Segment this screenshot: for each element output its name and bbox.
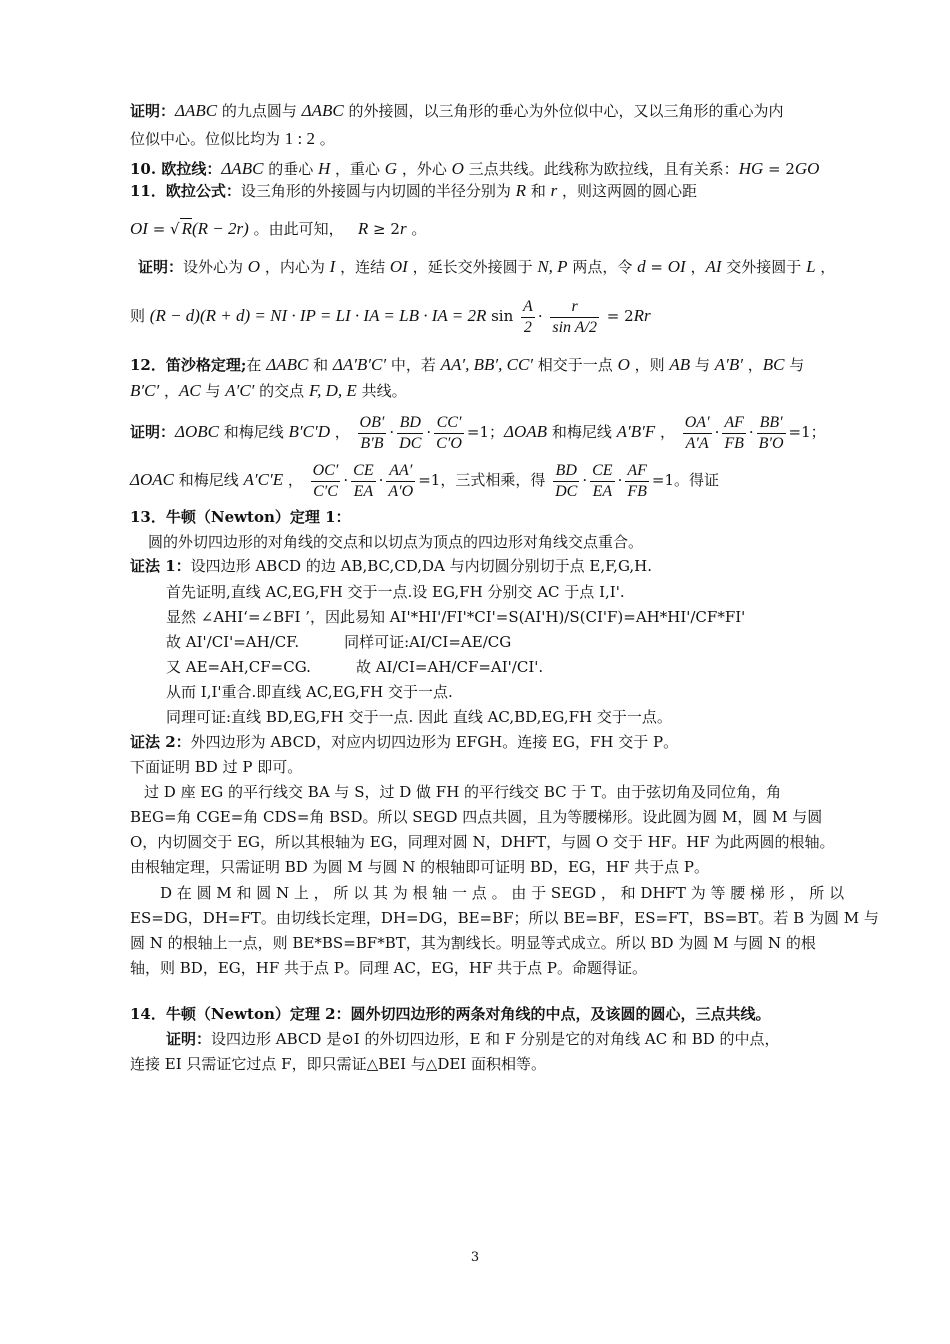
line-desargues: 12．笛沙格定理;在 ΔABC 和 ΔA′B′C′ 中，若 AA′, BB′, CC′ 相交于一点 O ，则 AB 与 A′B′ ，BC 与 — [130, 355, 805, 374]
fraction-r-over-sin: $\frac{r}{\text{sin A/2}}$ — [552, 297, 597, 336]
line-proof1-a: 首先证明,直线 AC,EG,FH 交于一点.设 EG,FH 分别交 AC 于点 I,I'. — [166, 583, 625, 601]
line-proof2-a: 下面证明 BD 过 P 即可。 — [130, 758, 303, 776]
line-proof2-c: BEG=角 CGE=角 CDS=角 BSD。所以 SEGD 四点共圆，且为等腰梯形。设此圆为圆 M，圆 M 与圆 — [130, 808, 823, 826]
line-proof1-e: 从而 I,I'重合.即直线 AC,EG,FH 交于一点. — [166, 683, 453, 701]
line-similarity-ratio: 位似中心。位似比均为 1 : 2 。 — [130, 129, 335, 148]
line-proof1-d: 又 AE=AH,CF=CG. 故 AI/CI=AH/CF=AI'/CI'. — [166, 658, 544, 676]
line-desargues-proof: 证明：ΔOBC 和梅尼线 B′C′D ， $\frac{OB'}{B'B}$ · $\frac{BD}{DC}$ · $\frac{CC'}{C'O}$ =1；ΔOAB 和梅尼线 A′B′F ， $\frac{OA'}{A'A}$ · $\frac{AF}{FB}$ · $\frac{BB'}{B'O}$ =1； — [130, 413, 826, 452]
line-proof2-f: D 在 圆 M 和 圆 N 上 ， 所 以 其 为 根 轴 一 点 。 由 于 SEGD ， 和 DHFT 为 等 腰 梯 形 ， 所 以 — [160, 884, 845, 902]
line-desargues-2: B′C′ ，AC 与 A′C′ 的交点 F, D, E 共线。 — [130, 381, 407, 400]
heading-newton-2: 14．牛顿（Newton）定理 2：圆外切四边形的两条对角线的中点，及该圆的圆心，三点共线。 — [130, 1005, 771, 1023]
heading-newton-1: 13．牛顿（Newton）定理 1： — [130, 508, 351, 526]
line-proof2-g: ES=DG，DH=FT。由切线长定理，DH=DG，BE=BF；所以 BE=BF，ES=FT，BS=BT。若 B 为圆 M 与 — [130, 909, 879, 927]
line-proof2-h: 圆 N 的根轴上一点，则 BE*BS=BF*BT，其为割线长。明显等式成立。所以 BD 为圆 M 与圆 N 的根 — [130, 934, 816, 952]
line-nine-point-proof: 证明：ΔABC 的九点圆与 ΔABC 的外接圆，以三角形的垂心为外位似中心，又以三角形的重心为内 — [130, 101, 784, 120]
fraction-a-over-2: $\frac{A}{2}$ — [523, 297, 533, 336]
line-newton-2-proof: 证明：设四边形 ABCD 是⊙I 的外切四边形，E 和 F 分别是它的对角线 AC 和 BD 的中点， — [166, 1030, 780, 1048]
line-newton-2-proof-2: 连接 EI 只需证它过点 F，即只需证△BEI 与△DEI 面积相等。 — [130, 1055, 546, 1073]
line-euler-formula: 11．欧拉公式：设三角形的外接圆与内切圆的半径分别为 R 和 r ，则这两圆的圆心距 — [130, 181, 697, 200]
line-oi-formula: OI = √ R(R − 2r) 。由此可知， R ≥ 2r 。 — [130, 219, 427, 238]
line-proof1-f: 同理可证:直线 BD,EG,FH 交于一点. 因此 直线 AC,BD,EG,FH 交于一点。 — [166, 708, 672, 726]
line-proof2-d: O，内切圆交于 EG，所以其根轴为 EG，同理对圆 N，DHFT，与圆 O 交于 HF。HF 为此两圆的根轴。 — [130, 833, 835, 851]
line-proof2-b: 过 D 座 EG 的平行线交 BA 与 S，过 D 做 FH 的平行线交 BC 于 T。由于弦切角及同位角，角 — [144, 783, 782, 801]
line-euler-line: 10. 欧拉线：ΔABC 的垂心 H ，重心 G ，外心 O 三点共线。此线称为欧拉线，且有关系：HG = 2GO — [130, 159, 820, 178]
line-proof2-i: 轴，则 BD，EG，HF 共于点 P。同理 AC，EG，HF 共于点 P。命题得证。 — [130, 959, 647, 977]
line-proof2-intro: 证法 2：外四边形为 ABCD，对应内切四边形为 EFGH。连接 EG，FH 交于 P。 — [130, 733, 679, 751]
line-proof1-intro: 证法 1：设四边形 ABCD 的边 AB,BC,CD,DA 与内切圆分别切于点 E,F,G,H. — [130, 557, 653, 575]
page-number: 3 — [470, 1250, 480, 1265]
line-proof1-c: 故 AI'/CI'=AH/CF. 同样可证:AI/CI=AE/CG — [166, 633, 512, 651]
line-euler-proof: 证明：设外心为 O ，内心为 I ，连结 OI ，延长交外接圆于 N, P 两点，令 d = OI ，AI 交外接圆于 L ， — [138, 257, 836, 276]
line-desargues-proof-2: ΔOAC 和梅尼线 A′C′E ， $\frac{OC'}{C'C}$ · $\frac{CE}{EA}$ · $\frac{AA'}{A'O}$ =1，三式相乘，得 $\frac{BD}{DC}$ · $\frac{CE}{EA}$ · $\frac{AF}{FB}$ =1。得证 — [130, 461, 720, 500]
line-euler-derivation: 则 (R − d)(R + d) = NI · IP = LI · IA = LB · IA = 2R sin $\frac{A}{2}$ · $\frac{r}{\text{sin A/2}}$ = 2Rr — [130, 297, 651, 336]
line-proof2-e: 由根轴定理，只需证明 BD 为圆 M 与圆 N 的根轴即可证明 BD，EG，HF 共于点 P。 — [130, 858, 710, 876]
line-proof1-b: 显然 ∠AHI‘=∠BFI ’，因此易知 AI'*HI'/FI'*CI'=S(AI'H)/S(CI'F)=AH*HI'/CF*FI' — [166, 608, 746, 626]
line-newton-1-statement: 圆的外切四边形的对角线的交点和以切点为顶点的四边形对角线交点重合。 — [148, 533, 644, 551]
